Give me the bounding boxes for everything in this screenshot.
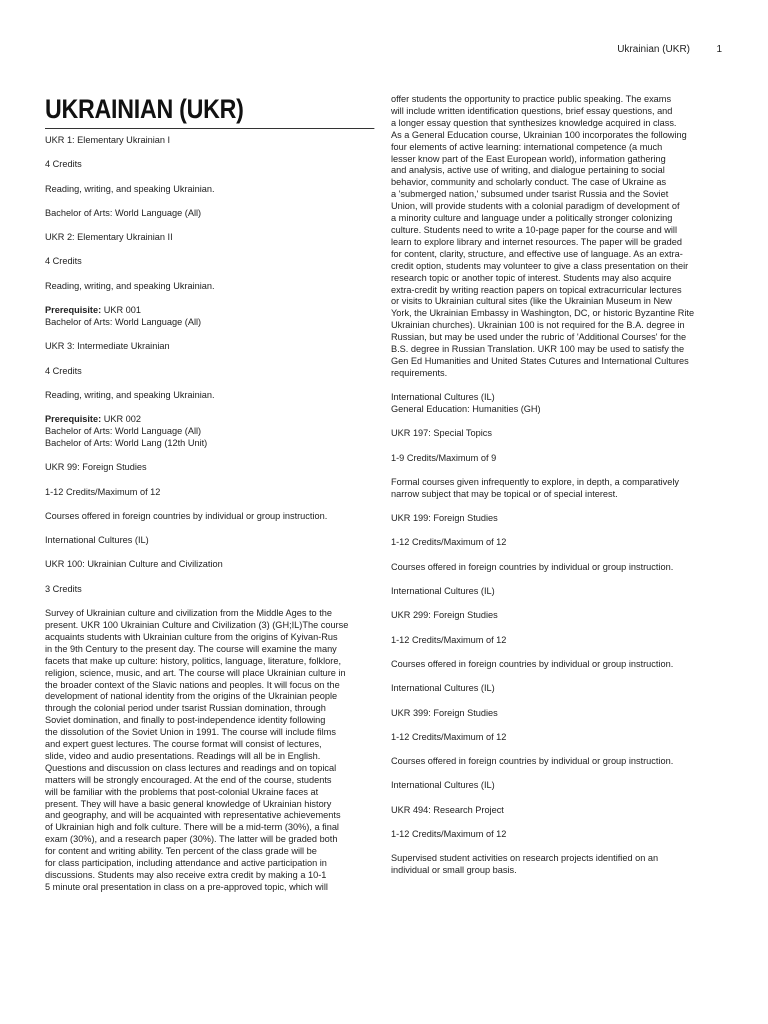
description-line: requirements. [391,367,448,378]
description-line: research topic or another topic of interest. Students may also acquire [391,272,672,283]
description-line: present. UKR 100 Ukrainian Culture and Civilization (3) (GH;IL)The course [45,619,349,630]
description-line: present. They will have a basic general knowledge of Ukrainian history [45,798,332,809]
description-line: discussions. Students may also receive extra credit by making a 10-1 [45,870,327,880]
course-credits: 4 Credits [45,256,82,267]
description-line: culture. Students need to write a 10-page paper for the course and will [391,224,678,235]
prerequisite-label: Prerequisite: [45,305,102,316]
course-attribute: International Cultures (IL) [391,586,495,597]
description-line: will be familiar with the problems that post-colonial Ukraine faces at [45,786,319,797]
course-credits: 1-9 Credits/Maximum of 9 [391,452,497,463]
description-line: Ukrainian churches). Ukrainian 100 is not required for the B.A. degree in [391,320,685,331]
course-description: Reading, writing, and speaking Ukrainian. [45,280,215,291]
description-line: narrow subject that may be topical or of special interest. [391,488,618,499]
description-line: lesser know part of the East European world), information gathering [391,153,666,164]
description-line: behavior, community and scholarly conduct. The case of Ukraine as [391,177,667,188]
left-column [45,94,375,894]
description-line: extra-credit by writing reaction papers on topical extracurricular lectures [391,284,682,295]
course-attribute: Bachelor of Arts: World Language (All) [45,426,202,437]
description-line: religion, science, music, and art. The course will place Ukrainian culture in [45,667,346,678]
prerequisite-label: Prerequisite: [45,414,102,425]
course-attribute: International Cultures (IL) [45,535,149,546]
course-title: UKR 399: Foreign Studies [391,707,498,718]
description-line: a minority culture and language under a politically stronger colonizing [391,213,673,224]
course-title: UKR 1: Elementary Ukrainian I [45,135,171,145]
description-line: Formal courses given infrequently to explore, in depth, a comparatively [391,476,680,487]
course-credits: 4 Credits [45,159,82,170]
description-line: or visits to Ukrainian cultural sites (like the Ukrainian Museum in New [391,296,672,307]
course-description [391,477,727,501]
course-title: UKR 199: Foreign Studies [391,513,498,524]
description-line: credit option, students may volunteer to give a class presentation on their [391,260,689,271]
description-line: Union, will provide students with a colonial paradigm of development of [391,201,680,212]
course-attribute: International Cultures (IL) [391,392,495,403]
description-line: four elements of active learning: international competence (a much [391,141,663,152]
course-title: UKR 100: Ukrainian Culture and Civilization [45,559,223,570]
running-header-title: Ukrainian (UKR) [617,44,690,55]
course-credits: 1-12 Credits/Maximum of 12 [391,829,507,839]
course-prerequisite [45,414,375,426]
course-description [391,853,727,877]
description-line: the broader context of the Slavic nations and peoples. It will focus on the [45,679,340,690]
description-line: Questions and discussion on class lectures and readings and on topical [45,762,337,773]
course-description-continued [391,94,727,380]
description-line: in the 9th Century to the present day. The course will examine the many [45,643,337,654]
description-line: York, the Ukrainian Embassy in Washington, DC, or historic Byzantine Rite [391,308,695,319]
description-line: exam (30%), and a research paper (30%). The latter will be graded both [45,834,338,845]
description-line: a 'submerged nation,' subsumed under tsarist Russia and the Soviet [391,189,669,200]
course-title: UKR 3: Intermediate Ukrainian [45,341,170,352]
description-line: development of national identity from the origins of the Ukrainian people [45,691,338,702]
description-line: of Ukrainian high and folk culture. There will be a mid-term (30%), a final [45,822,339,833]
course-description: Courses offered in foreign countries by individual or group instruction. [391,756,674,767]
course-attribute: Bachelor of Arts: World Language (All) [45,316,202,327]
description-line: and expert guest lectures. The course format will consist of lectures, [45,739,322,750]
course-description: Courses offered in foreign countries by individual or group instruction. [45,510,328,521]
description-line: will include written identification questions, brief essay questions, and [391,105,673,116]
prerequisite-value: UKR 002 [101,414,142,425]
course-credits: 1-12 Credits/Maximum of 12 [391,537,507,548]
description-line: Gen Ed Humanities and United States Cutures and International Cultures [391,355,689,366]
course-credits: 3 Credits [45,583,82,594]
description-line: Russian, but may be used under the rubric of 'Additional Courses' for the [391,332,687,343]
description-line: offer students the opportunity to practice public speaking. The exams [391,94,672,104]
description-line: Supervised student activities on research projects identified on an [391,853,659,864]
course-attribute: Bachelor of Arts: World Lang (12th Unit) [45,437,208,448]
description-line: learn to explore library and internet resources. The paper will be graded [391,236,682,247]
description-line: matters will be strongly encouraged. At the end of the course, students [45,774,332,785]
description-line: facets that make up culture: history, politics, language, literature, folklore, [45,655,342,666]
course-attribute: General Education: Humanities (GH) [391,404,541,415]
course-credits: 1-12 Credits/Maximum of 12 [45,486,161,497]
running-header [0,44,768,58]
description-line: acquaints students with Ukrainian culture from the origins of Kyivan-Rus [45,631,338,642]
course-description: Reading, writing, and speaking Ukrainian. [45,389,215,400]
description-line: and analysis, active use of writing, and dialogue pertaining to social [391,165,665,176]
description-line: and geography, and will be acquainted with representative achievements [45,810,341,821]
description-line: through the colonial period under tsarist Russian domination, through [45,703,326,714]
description-line: slide, video and audio presentations. Readings will all be in English. [45,750,321,761]
course-attribute: International Cultures (IL) [391,780,495,791]
description-line: the dissolution of the Soviet Union in 1991. The course will include films [45,727,336,738]
course-description [45,608,375,894]
course-attribute: Bachelor of Arts: World Language (All) [45,207,202,218]
course-credits: 4 Credits [45,365,82,376]
description-line: Survey of Ukrainian culture and civilization from the Middle Ages to the [45,608,332,619]
description-line: for content, clarity, structure, and effective use of language. As an extra- [391,248,683,259]
description-line: As a General Education course, Ukrainian 100 incorporates the following [391,129,687,140]
prerequisite-value: UKR 001 [101,305,142,316]
course-credits: 1-12 Credits/Maximum of 12 [391,731,507,742]
description-line: B.S. degree in Russian Translation. UKR 100 may be used to satisfy the [391,344,685,355]
course-title: UKR 99: Foreign Studies [45,462,147,473]
description-line: 5 minute oral presentation in class on a pre-approved topic, which will [45,881,328,892]
page-number: 1 [716,44,722,55]
course-title: UKR 197: Special Topics [391,428,492,439]
course-title: UKR 2: Elementary Ukrainian II [45,232,173,243]
page-title: UKRAINIAN (UKR) [45,94,374,129]
course-title: UKR 494: Research Project [391,804,504,815]
course-description: Courses offered in foreign countries by individual or group instruction. [391,658,674,669]
description-line: individual or small group basis. [391,865,517,876]
course-title: UKR 299: Foreign Studies [391,610,498,621]
course-prerequisite [45,305,375,317]
description-line: a longer essay question that synthesizes knowledge acquired in class. [391,117,677,128]
description-line: for class participation, including attendance and active participation in [45,858,327,869]
course-description: Reading, writing, and speaking Ukrainian. [45,183,215,194]
course-credits: 1-12 Credits/Maximum of 12 [391,634,507,645]
course-attribute: International Cultures (IL) [391,683,495,694]
right-column [391,94,727,890]
course-description: Courses offered in foreign countries by individual or group instruction. [391,561,674,572]
description-line: for content and writing ability. Ten percent of the class grade will be [45,846,317,857]
description-line: Soviet domination, and finally to post-independence identity following [45,715,326,726]
